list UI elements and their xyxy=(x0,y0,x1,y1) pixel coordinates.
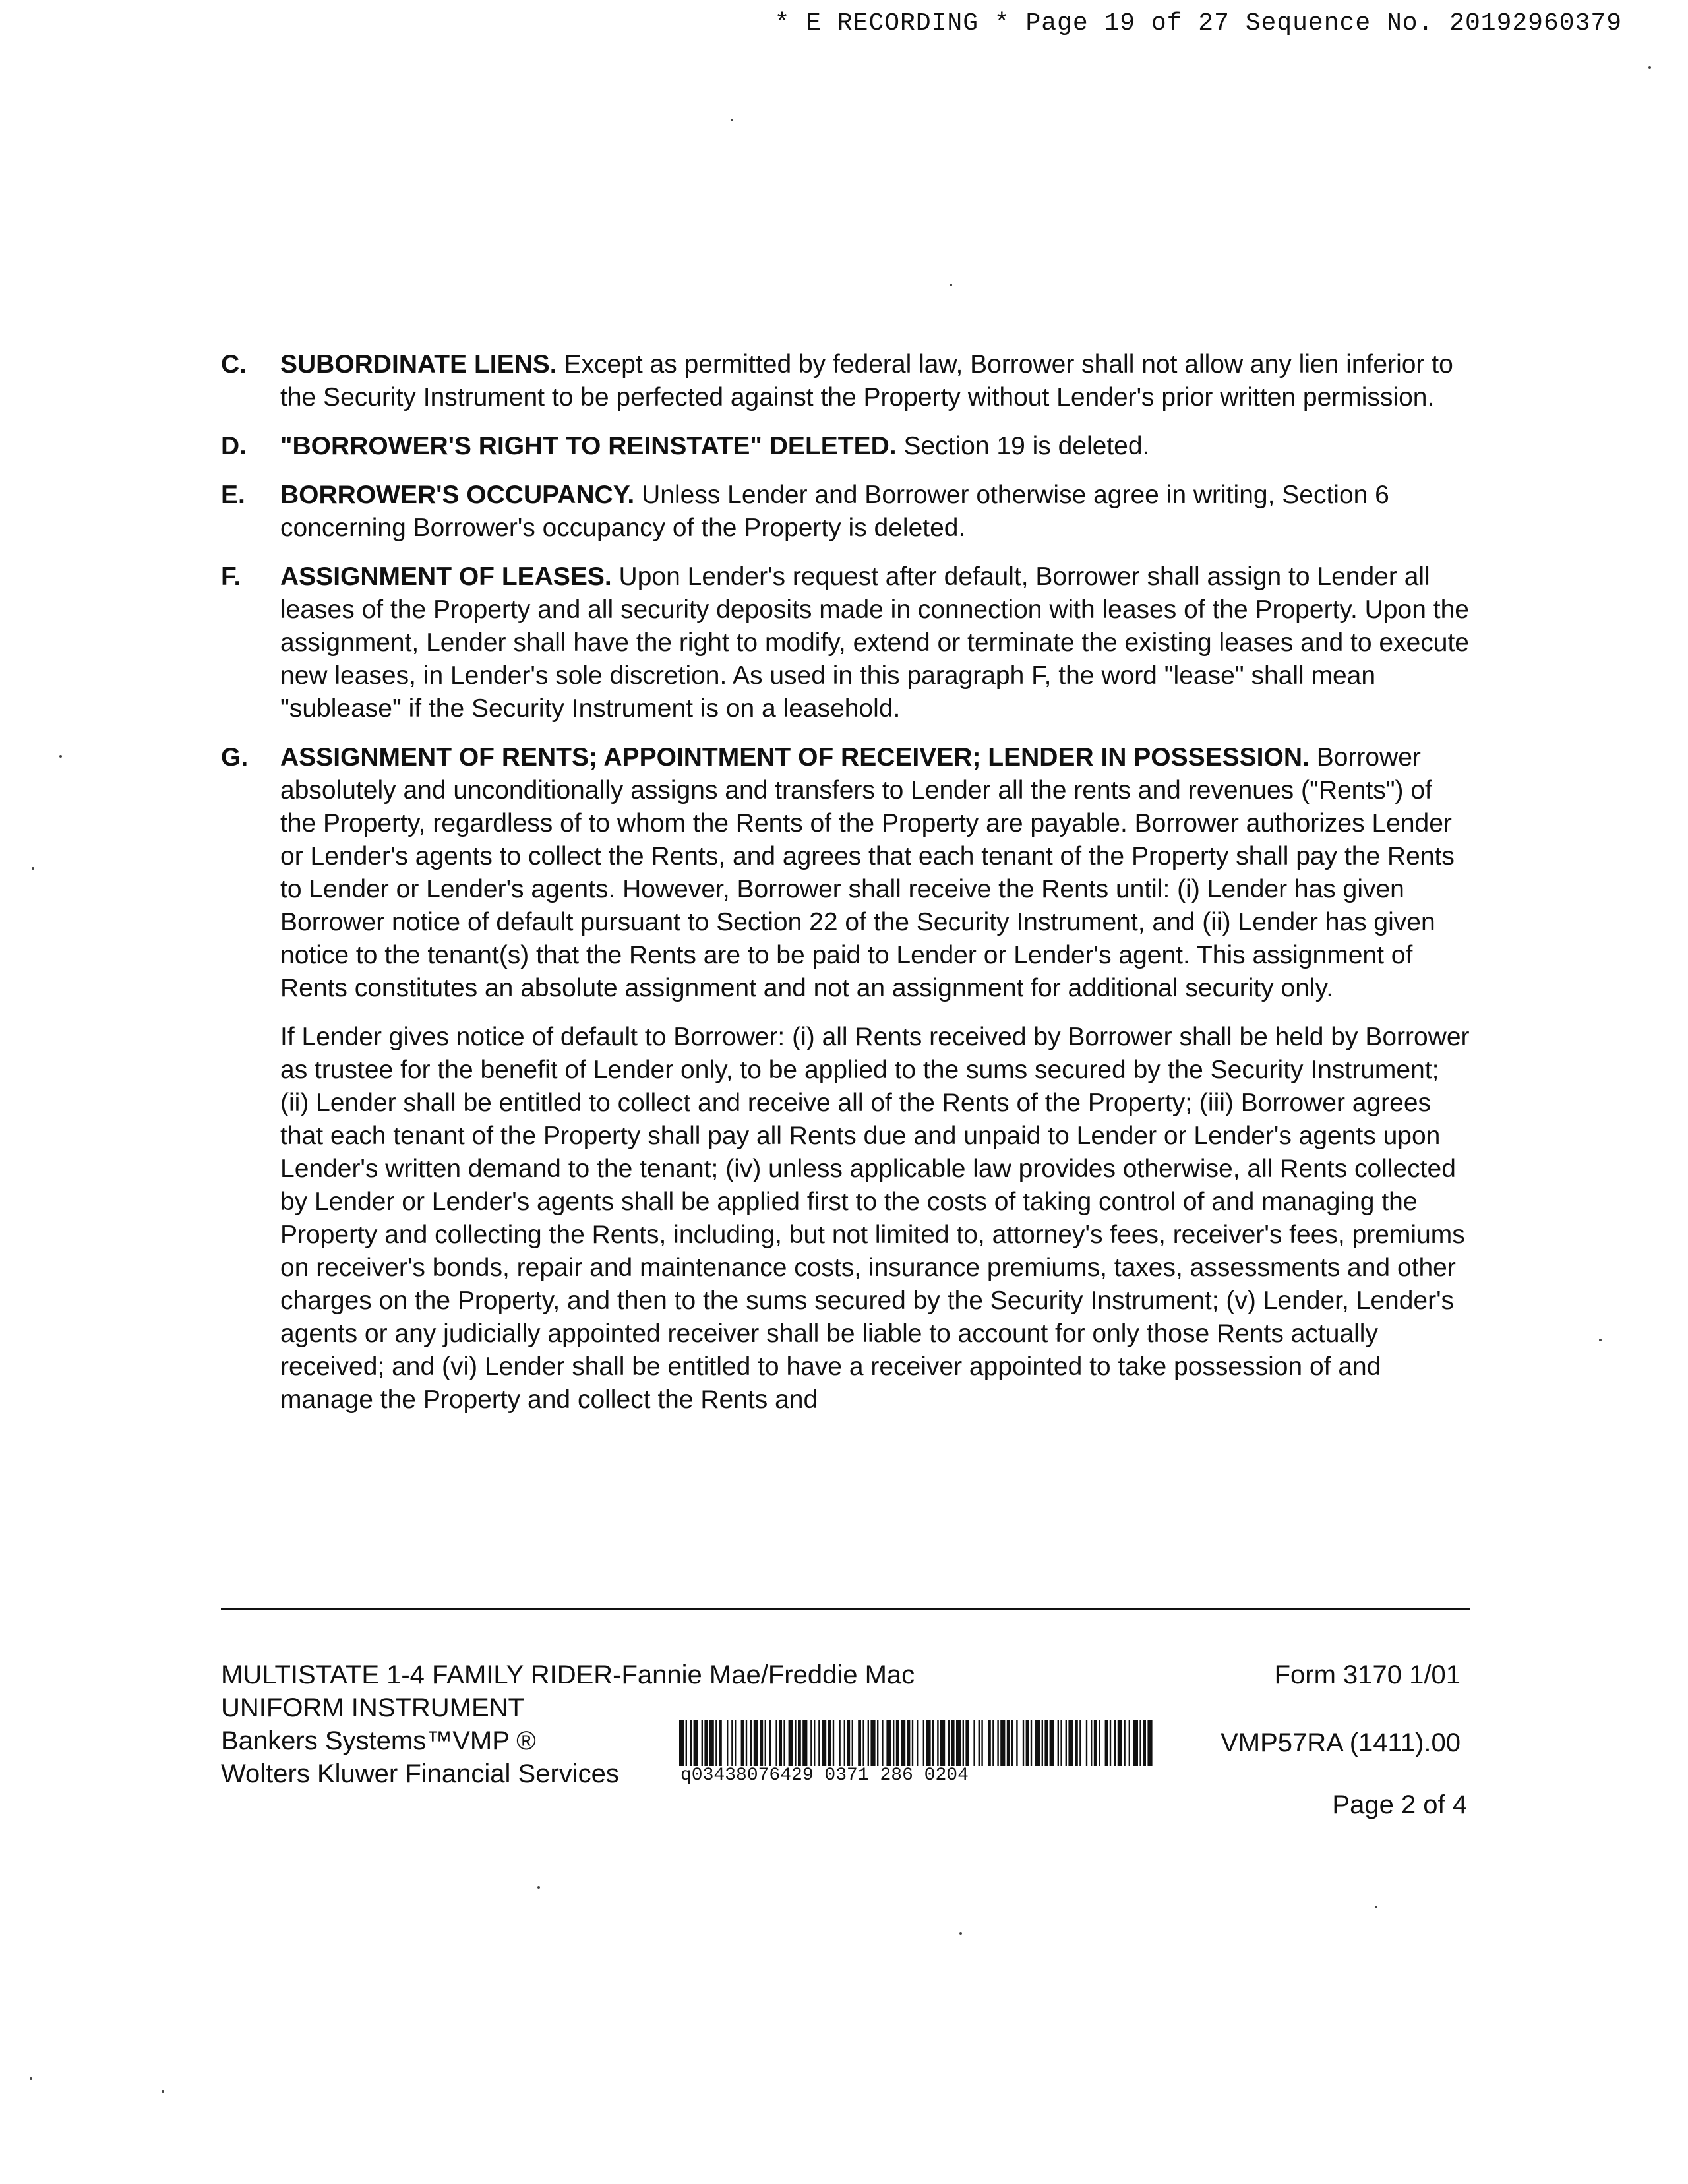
barcode-bar xyxy=(760,1720,763,1766)
barcode-bar xyxy=(1016,1720,1017,1766)
barcode-bar xyxy=(1035,1720,1040,1766)
barcode-bar xyxy=(965,1720,969,1766)
barcode-bar xyxy=(963,1720,964,1766)
section-heading: "BORROWER'S RIGHT TO REINSTATE" DELETED. xyxy=(280,432,897,460)
scan-speck xyxy=(1599,1339,1602,1341)
barcode-bar xyxy=(912,1720,913,1766)
barcode-bar xyxy=(741,1720,744,1766)
section-f xyxy=(221,561,1474,725)
scan-speck xyxy=(1375,1906,1377,1908)
barcode-bar xyxy=(690,1720,692,1766)
barcode-bar xyxy=(886,1720,891,1766)
barcode-bar xyxy=(686,1720,687,1766)
barcode-bar xyxy=(858,1720,861,1766)
barcode-bar xyxy=(775,1720,777,1766)
barcode-bar xyxy=(937,1720,938,1766)
barcode-bar xyxy=(951,1720,955,1766)
section-text: Except as permitted by federal law, Borrower shall not allow any lien inferior to the Security Instrument to be perfected against the Property without Lender's prior written permission. xyxy=(280,350,1453,411)
barcode-bar xyxy=(1044,1720,1048,1766)
barcode-bar xyxy=(940,1720,945,1766)
barcode-bar xyxy=(715,1720,717,1766)
barcode-bar xyxy=(719,1720,722,1766)
barcode-bar xyxy=(932,1720,934,1766)
barcode-bar xyxy=(1139,1720,1141,1766)
barcode-bar xyxy=(896,1720,899,1766)
section-heading: SUBORDINATE LIENS. xyxy=(280,350,557,379)
scan-speck xyxy=(537,1886,540,1889)
barcode-bar xyxy=(1007,1720,1010,1766)
barcode-bar xyxy=(981,1720,982,1766)
barcode xyxy=(679,1720,1154,1786)
barcode-bar xyxy=(814,1720,815,1766)
page-number: Page 2 of 4 xyxy=(1332,1790,1467,1819)
section-letter: D. xyxy=(221,432,247,460)
barcode-bar xyxy=(901,1720,905,1766)
section-c xyxy=(221,348,1474,414)
form-title: MULTISTATE 1-4 FAMILY RIDER-Fannie Mae/Freddie Mac xyxy=(221,1660,915,1689)
barcode-bar xyxy=(907,1720,911,1766)
vendor-company: Wolters Kluwer Financial Services xyxy=(221,1759,619,1788)
section-g xyxy=(221,741,1474,1416)
scan-speck xyxy=(959,1932,962,1935)
barcode-bar xyxy=(847,1720,850,1766)
barcode-bar xyxy=(1060,1720,1062,1766)
barcode-bar xyxy=(868,1720,869,1766)
barcode-bar xyxy=(1023,1720,1024,1766)
barcode-bar xyxy=(1011,1720,1013,1766)
section-letter: E. xyxy=(221,481,245,509)
barcode-bar xyxy=(1066,1720,1067,1766)
barcode-bar xyxy=(694,1720,698,1766)
barcode-bar xyxy=(852,1720,853,1766)
barcode-bar xyxy=(1129,1720,1130,1766)
section-letter: G. xyxy=(221,743,249,772)
scan-speck xyxy=(162,2090,164,2093)
form-subtitle: UNIFORM INSTRUMENT xyxy=(221,1693,524,1722)
section-text: If Lender gives notice of default to Borrower: (i) all Rents received by Borrower shall be held by Borrower as trustee for the benefit of Lender only, to be applied to the sums secured by the Security Instrument; (ii) Lender shall be entitled to collect and receive all of the Rents of the Property; (iii) Borrower agrees that each tenant of the Property shall pay all Rents due and unpaid to Lender or Lender's agents upon Lender's written demand to the tenant; (iv) unless applicable law provides otherwise, all Rents collected by Lender or Lender's agents shall be applied first to the costs of taking control of and managing the Property and collecting the Rents, including, but not limited to, attorney's fees, receiver's fees, premiums on receiver's bonds, repair and maintenance costs, insurance premiums, taxes, assessments and other charges on the Property, and then to the sums secured by the Security Instrument; (v) Lender, Lender's agents or any judicially appointed receiver shall be liable to account for only those Rents actually received; and (vi) Lender shall be entitled to have a receiver appointed to take possession of and manage the Property and collect the Rents and xyxy=(280,1023,1470,1414)
barcode-bar xyxy=(1079,1720,1081,1766)
barcode-bar xyxy=(709,1720,714,1766)
barcode-bar xyxy=(870,1720,875,1766)
barcode-bar xyxy=(877,1720,878,1766)
barcode-bar xyxy=(779,1720,782,1766)
barcode-bar xyxy=(727,1720,728,1766)
scan-speck xyxy=(950,284,952,286)
section-letter: C. xyxy=(221,350,247,379)
section-e xyxy=(221,479,1474,545)
barcode-bar xyxy=(833,1720,834,1766)
barcode-bar xyxy=(818,1720,820,1766)
scan-speck xyxy=(1648,66,1651,69)
barcode-bar xyxy=(1110,1720,1111,1766)
barcode-bar xyxy=(1143,1720,1146,1766)
rider-sections xyxy=(221,348,1474,1432)
barcode-bar xyxy=(746,1720,747,1766)
barcode-bar xyxy=(783,1720,785,1766)
barcode-bar xyxy=(765,1720,766,1766)
scan-speck xyxy=(731,119,733,121)
barcode-bar xyxy=(1050,1720,1054,1766)
barcode-bar xyxy=(839,1720,840,1766)
section-text: Unless Lender and Borrower otherwise agree in writing, Section 6 concerning Borrower's occupancy of the Property is deleted. xyxy=(280,481,1389,542)
footer-divider xyxy=(221,1608,1470,1610)
barcode-bar xyxy=(1094,1720,1097,1766)
barcode-bar xyxy=(1091,1720,1092,1766)
barcode-bar xyxy=(1000,1720,1005,1766)
barcode-bar xyxy=(822,1720,826,1766)
section-text: Upon Lender's request after default, Borrower shall assign to Lender all leases of the Property and all security deposits made in connection with leases of the Property. Upon the assignment, Lender shall have the right to modify, extend or terminate the existing leases and to execute new leases, in Lender's sole discretion. As used in this paragraph F, the word "lease" shall mean "sublease" if the Security Instrument is on a leasehold. xyxy=(280,562,1469,723)
barcode-bar xyxy=(997,1720,998,1766)
barcode-bar xyxy=(1105,1720,1108,1766)
barcode-bar xyxy=(992,1720,994,1766)
barcode-bar xyxy=(882,1720,883,1766)
barcode-bar xyxy=(798,1720,801,1766)
barcode-bar xyxy=(704,1720,708,1766)
barcode-bar xyxy=(893,1720,894,1766)
barcode-bar xyxy=(1099,1720,1100,1766)
barcode-bar xyxy=(802,1720,807,1766)
barcode-bar xyxy=(702,1720,703,1766)
barcode-bar xyxy=(923,1720,924,1766)
scan-speck xyxy=(32,867,34,870)
barcode-bar xyxy=(735,1720,736,1766)
section-heading: ASSIGNMENT OF RENTS; APPOINTMENT OF RECEIVER; LENDER IN POSSESSION. xyxy=(280,743,1310,772)
barcode-bar xyxy=(1026,1720,1029,1766)
barcode-bar xyxy=(979,1720,980,1766)
section-text: Borrower absolutely and unconditionally assigns and transfers to Lender all the rents and revenues ("Rents") of the Property, regardless of to whom the Rents of the Property are payable. Borrower authorizes Lender or Lender's agents to collect the Rents, and agrees that each tenant of the Property shall pay the Rents to Lender or Lender's agents. However, Borrower shall receive the Rents until: (i) Lender has given Borrower notice of default pursuant to Section 22 of the Security Instrument, and (ii) Lender has given notice to the tenant(s) that the Rents are to be paid to Lender or Lender's agent. This assignment of Rents constitutes an absolute assignment and not an assignment for additional security only. xyxy=(280,743,1455,1002)
section-heading: BORROWER'S OCCUPANCY. xyxy=(280,481,635,509)
barcode-bar xyxy=(973,1720,975,1766)
barcode-bar xyxy=(1068,1720,1073,1766)
barcode-number: q03438076429 0371 286 0204 xyxy=(680,1765,969,1786)
vmp-code: VMP57RA (1411).00 xyxy=(1221,1728,1461,1757)
form-number: Form 3170 1/01 xyxy=(1274,1660,1461,1689)
scan-speck xyxy=(59,755,62,758)
section-text: Section 19 is deleted. xyxy=(896,432,1150,460)
barcode-bar xyxy=(731,1720,733,1766)
barcode-bar xyxy=(1147,1720,1152,1766)
barcode-bar xyxy=(862,1720,864,1766)
barcode-bar xyxy=(926,1720,930,1766)
barcode-bar xyxy=(810,1720,812,1766)
barcode-bar xyxy=(948,1720,950,1766)
barcode-bar xyxy=(828,1720,831,1766)
barcode-bar xyxy=(1124,1720,1125,1766)
barcode-bar xyxy=(1031,1720,1032,1766)
barcode-bar xyxy=(789,1720,793,1766)
section-d xyxy=(221,430,1474,463)
scan-speck xyxy=(30,2077,32,2080)
barcode-bar xyxy=(917,1720,918,1766)
vendor-name: Bankers Systems™VMP ® xyxy=(221,1726,536,1755)
barcode-bar xyxy=(1058,1720,1059,1766)
barcode-bar xyxy=(956,1720,961,1766)
barcode-bar xyxy=(844,1720,845,1766)
barcode-bar xyxy=(750,1720,752,1766)
barcode-bar xyxy=(1114,1720,1116,1766)
barcode-bar xyxy=(795,1720,796,1766)
barcode-bar xyxy=(1118,1720,1122,1766)
section-letter: F. xyxy=(221,562,241,591)
barcode-graphic xyxy=(679,1720,1154,1766)
barcode-bar xyxy=(679,1720,684,1766)
barcode-bar xyxy=(1133,1720,1138,1766)
barcode-bar xyxy=(769,1720,771,1766)
barcode-bar xyxy=(1075,1720,1078,1766)
barcode-bar xyxy=(1042,1720,1043,1766)
barcode-bar xyxy=(1086,1720,1087,1766)
barcode-bar xyxy=(988,1720,991,1766)
section-heading: ASSIGNMENT OF LEASES. xyxy=(280,562,612,591)
barcode-bar xyxy=(754,1720,758,1766)
recording-header: * E RECORDING * Page 19 of 27 Sequence No. 20192960379 xyxy=(774,9,1622,38)
